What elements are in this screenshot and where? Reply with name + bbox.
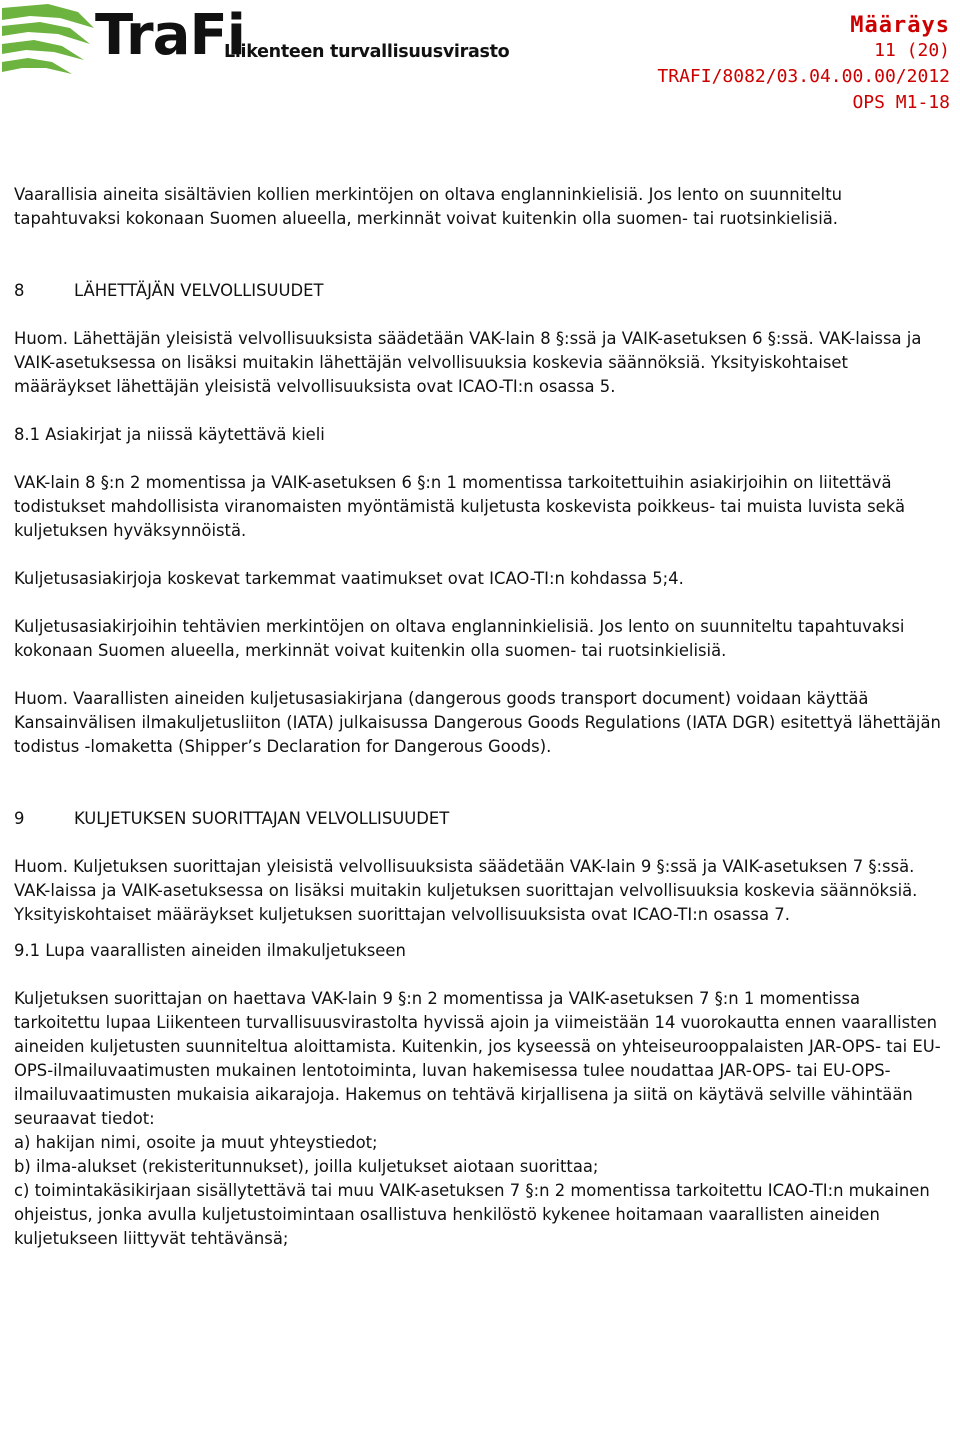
section-8-1-paragraph-1: VAK-lain 8 §:n 2 momentissa ja VAIK-asetuksen 6 §:n 1 momentissa tarkoitettuihin asiakirjoihin on liitettävä todistukset mahdollisista viranomaisten myöntämistä kuljetusta koskevista poikkeus- tai muista luvista sekä kuljetuksen hyväksynnöistä. bbox=[14, 473, 905, 540]
section-8-1-note: Huom. Vaarallisten aineiden kuljetusasiakirjana (dangerous goods transport document) voidaan käyttää Kansainvälisen ilmakuljetusliiton (IATA) julkaisussa Dangerous Goods Regulations (IATA DGR) esitettyä lähettäjän todistus -lomaketta (Shipper’s Declaration for Dangerous Goods). bbox=[14, 689, 941, 756]
section-8-number: 8 bbox=[14, 281, 25, 300]
section-8-1-heading: 8.1 Asiakirjat ja niissä käytettävä kieli bbox=[14, 425, 325, 444]
section-9-title: KULJETUKSEN SUORITTAJAN VELVOLLISUUDET bbox=[74, 809, 450, 828]
doc-code: OPS M1-18 bbox=[852, 92, 950, 113]
section-8-1-paragraph-2: Kuljetusasiakirjoja koskevat tarkemmat vaatimukset ovat ICAO-TI:n kohdassa 5;4. bbox=[14, 569, 684, 588]
section-8-title: LÄHETTÄJÄN VELVOLLISUUDET bbox=[74, 281, 324, 300]
page-number: 11 (20) bbox=[874, 40, 950, 61]
logo-name: TraFi bbox=[95, 3, 245, 68]
intro-paragraph: Vaarallisia aineita sisältävien kollien merkintöjen on oltava englanninkielisiä. Jos lento on suunniteltu tapahtuvaksi kokonaan Suomen alueella, merkinnät voivat kuitenkin olla suomen- tai ruotsinkielisiä. bbox=[14, 185, 843, 228]
section-9-heading bbox=[14, 807, 948, 831]
document-body bbox=[14, 183, 948, 1251]
document-meta bbox=[657, 14, 950, 116]
section-9-number: 9 bbox=[14, 809, 25, 828]
trafi-logo bbox=[0, 0, 510, 90]
section-9-1-heading: 9.1 Lupa vaarallisten aineiden ilmakuljetukseen bbox=[14, 941, 406, 960]
doc-reference: TRAFI/8082/03.04.00.00/2012 bbox=[657, 66, 950, 87]
section-8-1-paragraph-3: Kuljetusasiakirjoihin tehtävien merkintöjen on oltava englanninkielisiä. Jos lento on suunniteltu tapahtuvaksi kokonaan Suomen alueella, merkinnät voivat kuitenkin olla suomen- tai ruotsinkielisiä. bbox=[14, 617, 905, 660]
doc-type: Määräys bbox=[850, 13, 950, 38]
trafi-logo-swoosh-icon bbox=[0, 0, 96, 90]
section-8-heading bbox=[14, 279, 948, 303]
section-9-note: Huom. Kuljetuksen suorittajan yleisistä velvollisuuksista säädetään VAK-lain 9 §:ssä ja VAIK-asetuksen 7 §:ssä. VAK-laissa ja VAIK-asetuksessa on lisäksi muitakin kuljetuksen suorittajan velvollisuuksia koskevia säännöksiä. Yksityiskohtaiset määräykset kuljetuksen suorittajan velvollisuuksista ovat ICAO-TI:n osassa 7. bbox=[14, 857, 918, 924]
list-item: a) hakijan nimi, osoite ja muut yhteystiedot; bbox=[14, 1133, 378, 1152]
list-item: b) ilma-alukset (rekisteritunnukset), joilla kuljetukset aiotaan suorittaa; bbox=[14, 1157, 599, 1176]
section-9-1-paragraph: Kuljetuksen suorittajan on haettava VAK-lain 9 §:n 2 momentissa ja VAIK-asetuksen 7 §:n 1 momentissa tarkoitettu lupaa Liikenteen turvallisuusvirastolta hyvissä ajoin ja viimeistään 14 vuorokautta ennen vaarallisten aineiden kuljetusten suunniteltua aloittamista. Kuitenkin, jos kyseessä on yhteiseurooppalaisten JAR-OPS- tai EU-OPS-ilmailuvaatimusten mukainen lentotoiminta, luvan hakemisessa tulee noudattaa JAR-OPS- tai EU-OPS-ilmailuvaatimusten mukaisia aikarajoja. Hakemus on tehtävä kirjallisena ja siitä on käytävä selville vähintään seuraavat tiedot: bbox=[14, 989, 941, 1128]
logo-subtitle: Liikenteen turvallisuusvirasto bbox=[224, 42, 510, 62]
list-item: c) toimintakäsikirjaan sisällytettävä tai muu VAIK-asetuksen 7 §:n 2 momentissa tarkoitettu ICAO-TI:n mukainen ohjeistus, jonka avulla kuljetustoimintaan osallistuva henkilöstö kykenee hoitamaan vaarallisten aineiden kuljetukseen liittyvät tehtävänsä; bbox=[14, 1181, 930, 1248]
section-8-note: Huom. Lähettäjän yleisistä velvollisuuksista säädetään VAK-lain 8 §:ssä ja VAIK-asetuksen 6 §:ssä. VAK-laissa ja VAIK-asetuksessa on lisäksi muitakin lähettäjän velvollisuuksia koskevia säännöksiä. Yksityiskohtaiset määräykset lähettäjän yleisistä velvollisuuksista ovat ICAO-TI:n osassa 5. bbox=[14, 329, 922, 396]
